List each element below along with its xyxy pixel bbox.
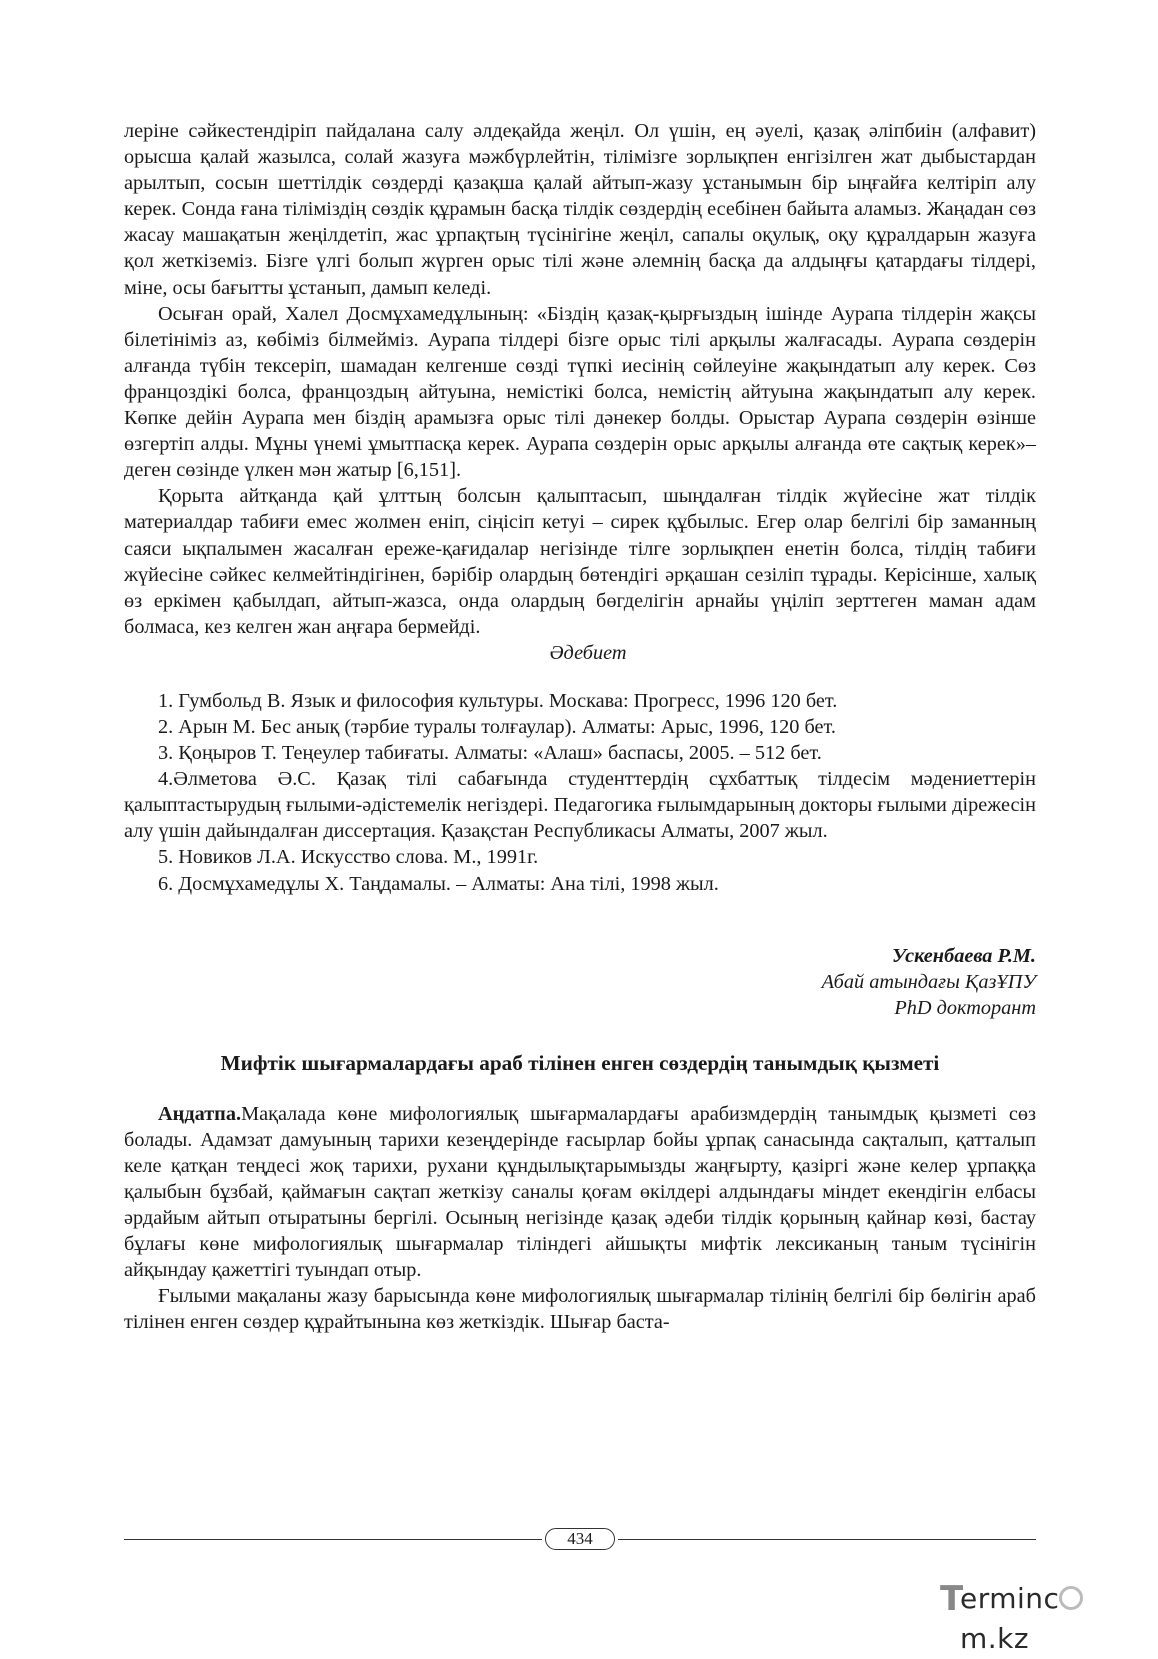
abstract-text: Мақалада көне мифологиялық шығармалардағы арабизмдердің танымдық қызметі сөз болады. Адамзат дамуының тарихи кезеңдерінде ғасырлар бойы ұрпақ санасында сақталып, қатталып келе қатқан теңдесі жоқ тарихи, рухани құндылықтарымызды жаңғырту, қазіргі және келер ұрпаққа қалыбын бұзбай, қаймағын сақтап жеткізу саналы қоғам өкілдері алдындағы міндет екендігін елбасы әрдайым айтып отыратыны бергілі. Осының негізінде қазақ әдеби тілдік қорының қайнар көзі, бастау бұлағы көне мифологиялық шығармалар тіліндегі айшықты мифтік лексиканың таным түсінігін айқындау қажеттігі туындап отыр. [124, 1102, 1036, 1282]
reference-item: 5. Новиков Л.А. Искусство слова. М., 1991г. [158, 846, 539, 869]
body-paragraph-3: Қорыта айтқанда қай ұлттың болсын қалыптасып, шыңдалған тілдік жүйесіне жат тілдік материалдар табиғи емес жолмен еніп, сіңісіп кетуі – сирек құбылыс. Егер олар белгілі бір заманның саяси ықпалымен жасалған ереже-қағидалар негізінде тілге зорлықпен енетін болса, тілдің табиғи жүйесіне сәйкес келмейтіндігінен, бәрібір олардың бөтендігі әрқашан сезіліп тұрады. Керісінше, халық өз еркімен қабылдап, айтып-жазса, онда олардың бөгделігін арнайы үңіліп зерттеген маман адам болмаса, кез келген жан аңғара бермейді. [124, 485, 1036, 638]
author-position: PhD докторант [894, 996, 1036, 1019]
abstract-lead: Аңдатпа. [158, 1102, 242, 1125]
references-heading: Әдебиет [549, 641, 627, 664]
body-paragraph-last: Ғылыми мақаланы жазу барысында көне мифологиялық шығармалар тілінің белгілі бір бөлігін араб тілінен енген сөздер құрайтынына көз жеткіздік. Шығар баста- [124, 1285, 1036, 1334]
reference-item: 2. Арын М. Бес анық (тәрбие туралы толғаулар). Алматы: Арыс, 1996, 120 бет. [158, 715, 836, 738]
body-paragraph-1: леріне сәйкестендіріп пайдалана салу әлдеқайда жеңіл. Ол үшін, ең әуелі, қазақ әліпбиін (алфавит) орысша қалай жазылса, солай жазуға мәжбүрлейтін, тілімізге зорлықпен енгізілген жат дыбыстардан арылтып, сосын шеттілдік сөздерді қазақша қалай айтып-жазу ұстанымын бір ыңғайға келтіріп алу керек. Сонда ғана тіліміздің сөздік құрамын басқа тілдік сөздердің есебінен байыта аламыз. Жаңадан сөз жасау машақатын жеңілдетіп, жас ұрпақтың түсінігіне жеңіл, сапалы оқулық, оқу құралдарын жазуға қол жеткіземіз. Бізге үлгі болып жүрген орыс тілі және әлемнің басқа да алдыңғы қатардағы тілдері, міне, осы бағытты ұстанып, дамып келеді. [124, 120, 1036, 299]
abstract [124, 1101, 1036, 1336]
page-footer [124, 1528, 1036, 1552]
footer-rule-left [124, 1539, 542, 1540]
author-name: Ускенбаева Р.М. [891, 944, 1036, 967]
reference-item: 3. Қоңыров Т. Теңеулер табиғаты. Алматы: «Алаш» баспасы, 2005. – 512 бет. [158, 742, 822, 765]
watermark-o-icon [1059, 1586, 1083, 1610]
termincom-watermark [934, 1579, 1134, 1655]
reference-item: 6. Досмұхамедұлы Х. Таңдамалы. – Алматы: Ана тілі, 1998 жыл. [158, 872, 719, 895]
watermark-t: T [940, 1579, 964, 1619]
reference-item: 1. Гумбольд В. Язык и философия культуры. Москава: Прогресс, 1996 120 бет. [158, 689, 838, 712]
reference-item: 4.Әлметова Ә.С. Қазақ тілі сабағында студенттердің сұхбаттық тілдесім мәдениеттерін қалыптастырудың ғылыми-әдістемелік негіздері. Педагогика ғылымдарының докторы ғылыми дірежесін алу үшін дайындалған диссертация. Қазақстан Республикасы Алматы, 2007 жыл. [124, 768, 1036, 843]
page-number: 434 [545, 1528, 615, 1550]
author-block [124, 943, 1036, 1021]
page-content [124, 118, 1036, 1335]
references-list [124, 688, 1036, 897]
body-paragraph-2: Осыған орай, Халел Досмұхамедұлының: «Біздің қазақ-қырғыздың ішінде Аурапа тілдерін жақсы білетініміз аз, көбіміз білмейміз. Аурапа тілдері бізге орыс тілі арқылы жалғасады. Аурапа сөздерін алғанда түбін тексеріп, шамадан келгенше сөзді түпкі иесінің сөйлеуіне жақындатып алу керек. Сөз францоздікі болса, францоздың айтуына, немістікі болса, немістің айтуына жақындатып алу керек. Көпке дейін Аурапа мен біздің арамызға орыс тілі дәнекер болды. Орыстар Аурапа сөздерін өзінше өзгертіп алды. Мұны үнемі ұмытпасқа керек. Аурапа сөздерін орыс арқылы алғанда өте сақтық керек»– деген сөзінде үлкен мән жатыр [6,151]. [124, 302, 1036, 482]
author-affiliation: Абай атындағы ҚазҰПУ [821, 970, 1036, 993]
watermark-domain: m.kz [960, 1622, 1030, 1655]
watermark-middle: erminc [960, 1582, 1060, 1615]
watermark-text [960, 1579, 1134, 1659]
article-title: Мифтік шығармалардағы араб тілінен енген сөздердің танымдық қызметі [220, 1050, 940, 1075]
footer-rule-right [618, 1539, 1036, 1540]
